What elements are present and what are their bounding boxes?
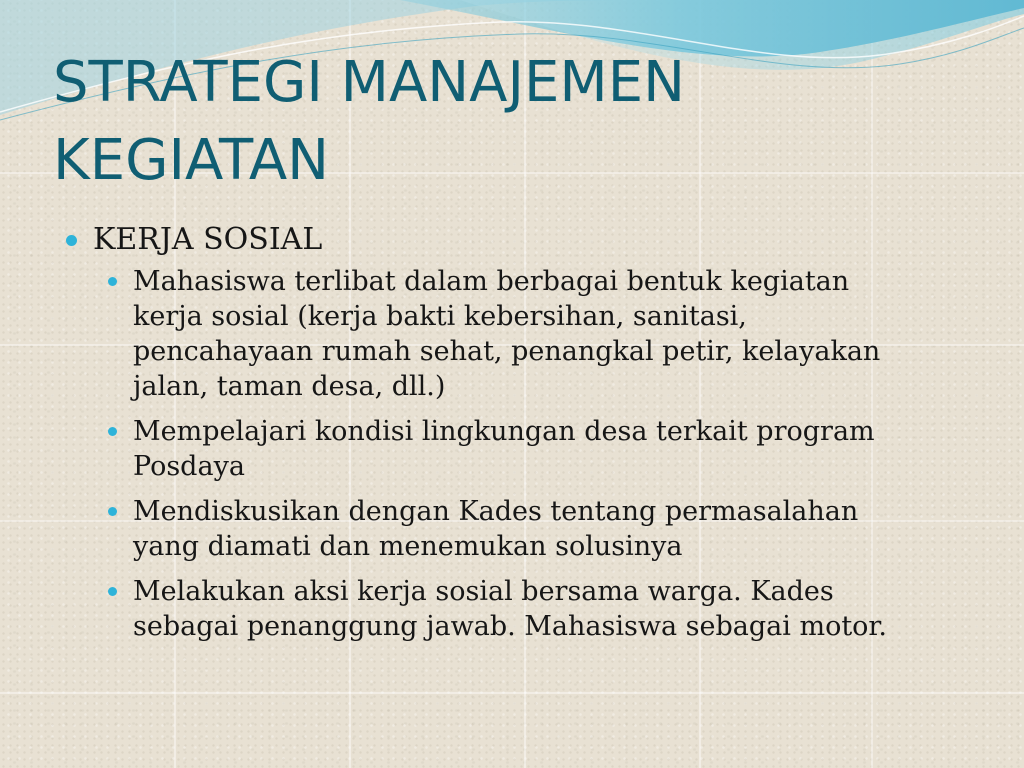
sub-bullet-text: Melakukan aksi kerja sosial bersama warga. Kades sebagai penanggung jawab. Mahasiswa sebagai motor. [133,576,887,642]
bullet-dot-icon [108,277,117,286]
sub-bullet-item [62,414,925,484]
sub-bullet-text: Mempelajari kondisi lingkungan desa terkait program Posdaya [133,416,875,482]
main-bullet-text: KERJA SOSIAL [93,222,323,257]
bullet-dot-icon [108,427,117,436]
slide-title: STRATEGI MANAJEMEN KEGIATAN [53,50,685,193]
bullet-dot-icon [108,587,117,596]
bullet-list [62,222,962,654]
bullet-dot-icon [66,235,77,246]
sub-bullet-item [62,494,925,564]
bullet-dot-icon [108,507,117,516]
sub-bullet-item [62,574,925,644]
main-bullet-item [62,222,962,258]
sub-bullet-text: Mahasiswa terlibat dalam berbagai bentuk kegiatan kerja sosial (kerja bakti kebersihan, sanitasi, pencahayaan rumah sehat, penangkal petir, kelayakan jalan, taman desa, dll.) [133,266,881,402]
sub-bullet-list [62,264,962,644]
sub-bullet-text: Mendiskusikan dengan Kades tentang permasalahan yang diamati dan menemukan solusinya [133,496,859,562]
sub-bullet-item [62,264,925,404]
